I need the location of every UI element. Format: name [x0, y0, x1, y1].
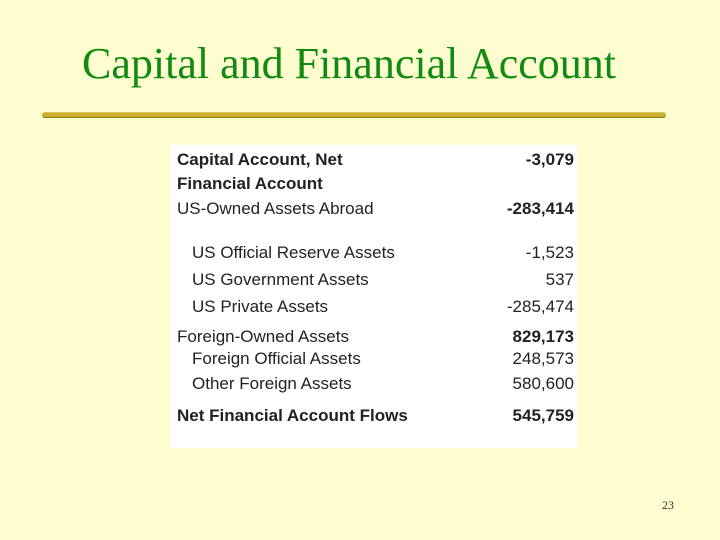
row-label: US-Owned Assets Abroad — [177, 199, 374, 218]
page-number: 23 — [662, 498, 674, 512]
row-value: 537 — [545, 270, 574, 289]
table-row-foreign-owned-assets — [170, 325, 577, 349]
row-value: 545,759 — [512, 406, 574, 425]
row-label: Net Financial Account Flows — [177, 406, 408, 425]
row-value: -3,079 — [525, 150, 574, 169]
title-divider — [42, 112, 666, 118]
row-label: Other Foreign Assets — [192, 374, 352, 393]
row-label: US Private Assets — [192, 297, 329, 316]
table-row-us-official-reserve — [170, 241, 577, 265]
row-label: Financial Account — [177, 174, 323, 193]
table-row-net-financial-flows — [170, 404, 577, 428]
row-label: Foreign Official Assets — [192, 349, 361, 368]
row-value: -1,523 — [525, 243, 574, 262]
capital-financial-table — [170, 145, 577, 448]
table-row-other-foreign — [170, 372, 577, 396]
row-label: Capital Account, Net — [177, 150, 343, 169]
row-value: 248,573 — [512, 349, 574, 368]
table-row-us-private — [170, 295, 577, 319]
row-label: US Official Reserve Assets — [192, 243, 395, 262]
slide-title: Capital and Financial Account — [82, 39, 616, 88]
row-value: -285,474 — [506, 297, 574, 316]
table-row-us-government — [170, 268, 577, 292]
row-value: 580,600 — [512, 374, 574, 393]
row-value: 829,173 — [512, 327, 574, 346]
row-value: -283,414 — [506, 199, 574, 218]
table-row-capital-account — [170, 148, 577, 172]
table-row-financial-account — [170, 172, 577, 196]
row-label: US Government Assets — [192, 270, 369, 289]
table-row-us-owned-assets — [170, 197, 577, 221]
table-row-foreign-official — [170, 347, 577, 371]
row-label: Foreign-Owned Assets — [177, 327, 349, 346]
